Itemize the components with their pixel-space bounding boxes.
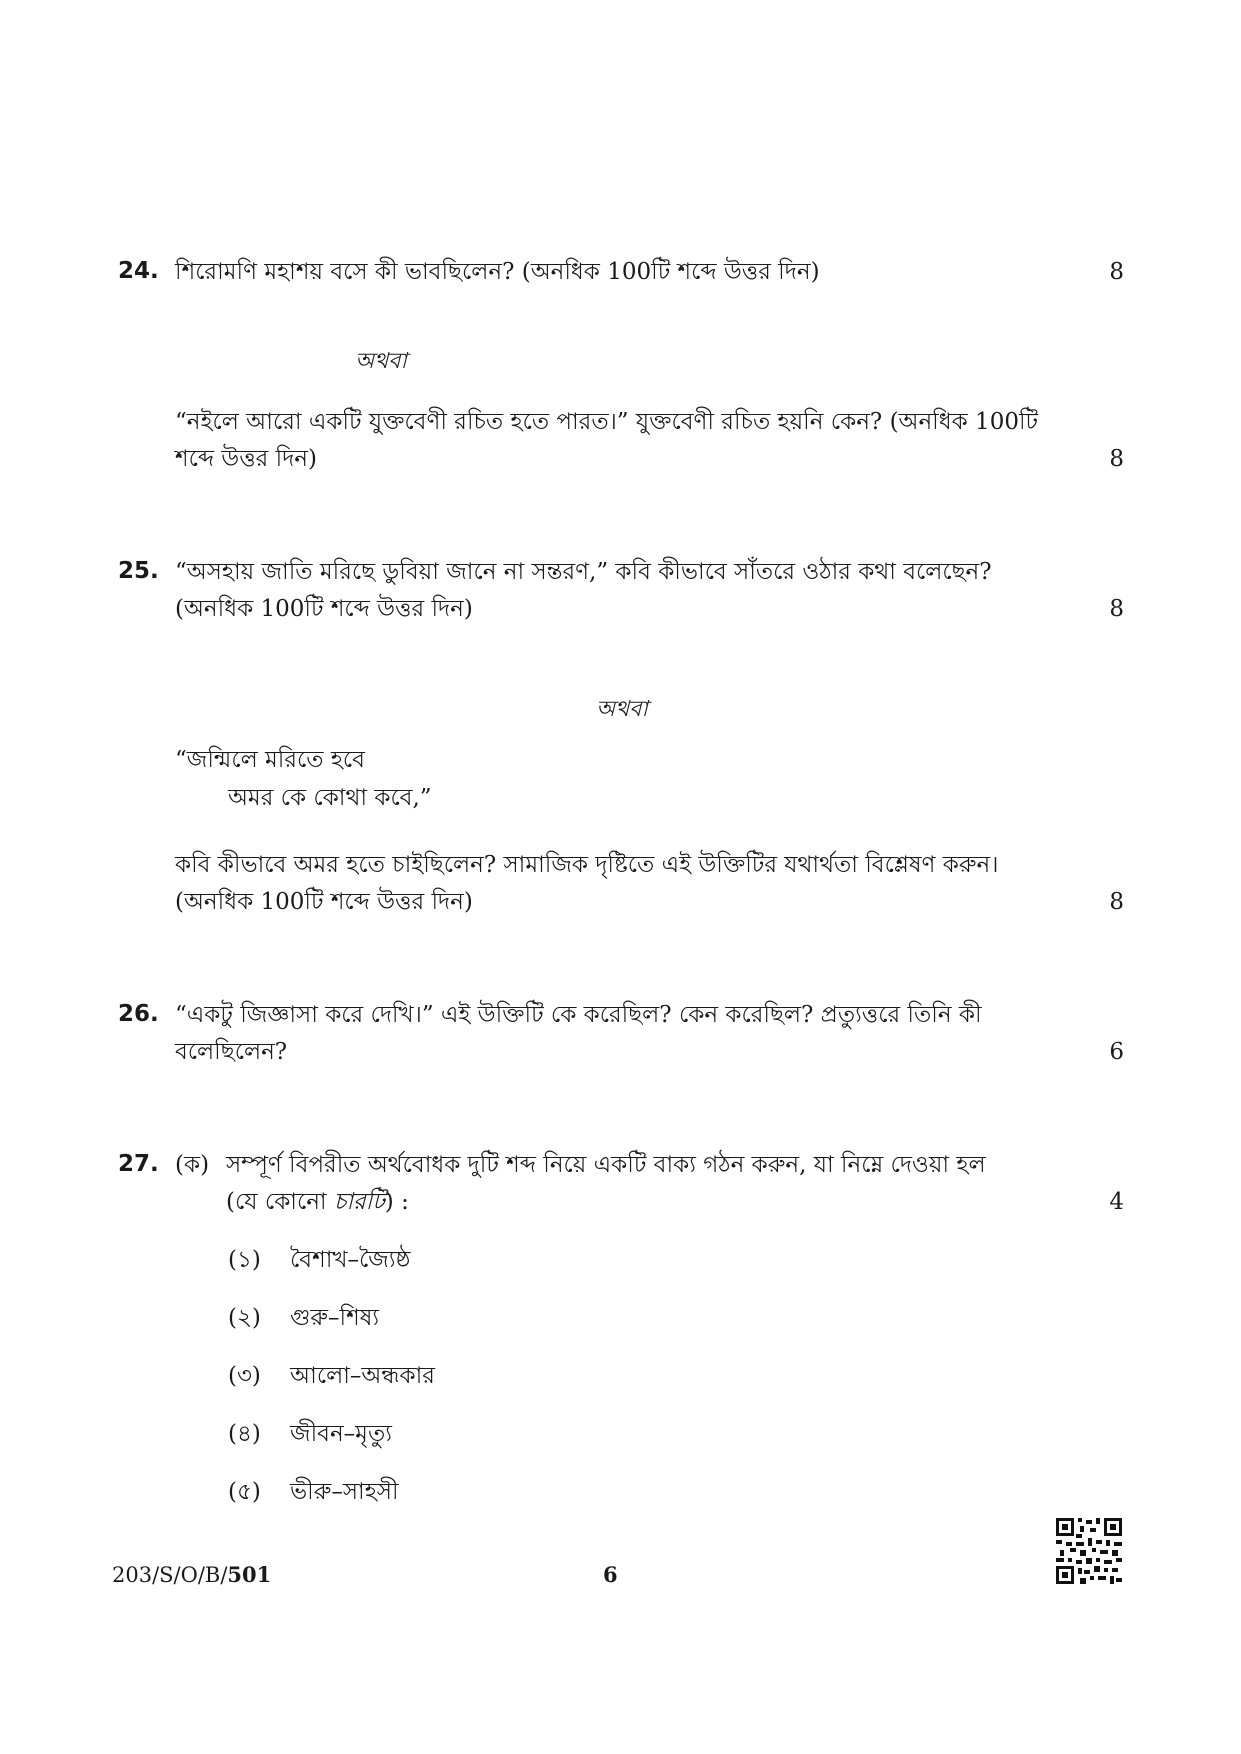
- marks: 8: [1109, 259, 1124, 285]
- question-text: (অনধিক 100টি শব্দে উত্তর দিন): [175, 596, 473, 622]
- list-item-number: (৫): [228, 1479, 261, 1505]
- marks: 8: [1109, 889, 1124, 915]
- or-label: অথবা: [596, 697, 648, 722]
- question-text: বলেছিলেন?: [175, 1039, 288, 1065]
- page-number: 6: [603, 1562, 618, 1587]
- qr-code-icon: [1056, 1518, 1122, 1584]
- marks: 4: [1109, 1189, 1124, 1215]
- text-prefix: (যে কোনো: [226, 1189, 334, 1215]
- emphasis-text: চারটি: [333, 1189, 385, 1215]
- question-text: “নইলে আরো একটি যুক্তবেণী রচিত হতে পারত।” যুক্তবেণী রচিত হয়নি কেন? (অনধিক 100টি: [175, 409, 1039, 435]
- paper-code-number: 501: [227, 1562, 272, 1587]
- question-text: কবি কীভাবে অমর হতে চাইছিলেন? সামাজিক দৃষ্টিতে এই উক্তিটির যথার্থতা বিশ্লেষণ করুন।: [175, 852, 999, 878]
- list-item-number: (৪): [228, 1421, 261, 1447]
- question-text: [226, 1182, 409, 1222]
- question-number: 24.: [118, 258, 159, 284]
- list-item: বৈশাখ–জ্যৈষ্ঠ: [290, 1247, 411, 1273]
- list-item-number: (৩): [228, 1363, 261, 1389]
- quote-line: অমর কে কোথা কবে,”: [228, 785, 432, 811]
- text-suffix: ) :: [384, 1189, 409, 1215]
- or-label: অথবা: [355, 349, 407, 374]
- marks: 6: [1109, 1039, 1124, 1065]
- question-text: শব্দে উত্তর দিন): [175, 446, 318, 472]
- question-text: (অনধিক 100টি শব্দে উত্তর দিন): [175, 889, 473, 915]
- question-number: 27.: [118, 1151, 159, 1177]
- list-item: গুরু–শিষ্য: [290, 1305, 380, 1331]
- quote-line: “জন্মিলে মরিতে হবে: [175, 747, 365, 773]
- list-item: আলো–অন্ধকার: [290, 1363, 435, 1389]
- list-item-number: (১): [228, 1247, 261, 1273]
- question-text: শিরোমণি মহাশয় বসে কী ভাবছিলেন? (অনধিক 100টি শব্দে উত্তর দিন): [175, 259, 820, 285]
- question-number: 26.: [118, 1001, 159, 1027]
- question-number: 25.: [118, 558, 159, 584]
- question-text: সম্পূর্ণ বিপরীত অর্থবোধক দুটি শব্দ নিয়ে একটি বাক্য গঠন করুন, যা নিম্নে দেওয়া হল: [226, 1152, 986, 1178]
- list-item: ভীরু–সাহসী: [290, 1479, 399, 1505]
- list-item-number: (২): [228, 1305, 261, 1331]
- question-text: “অসহায় জাতি মরিছে ডুবিয়া জানে না সন্তরণ,” কবি কীভাবে সাঁতরে ওঠার কথা বলেছেন?: [175, 559, 992, 585]
- list-item: জীবন–মৃত্যু: [290, 1421, 392, 1447]
- paper-code-prefix: 203/S/O/B/: [112, 1563, 228, 1587]
- sub-question-label: (ক): [175, 1152, 210, 1178]
- marks: 8: [1109, 596, 1124, 622]
- marks: 8: [1109, 446, 1124, 472]
- question-text: “একটু জিজ্ঞাসা করে দেখি।” এই উক্তিটি কে করেছিল? কেন করেছিল? প্রত্যুত্তরে তিনি কী: [175, 1002, 982, 1028]
- paper-code: [112, 1562, 271, 1587]
